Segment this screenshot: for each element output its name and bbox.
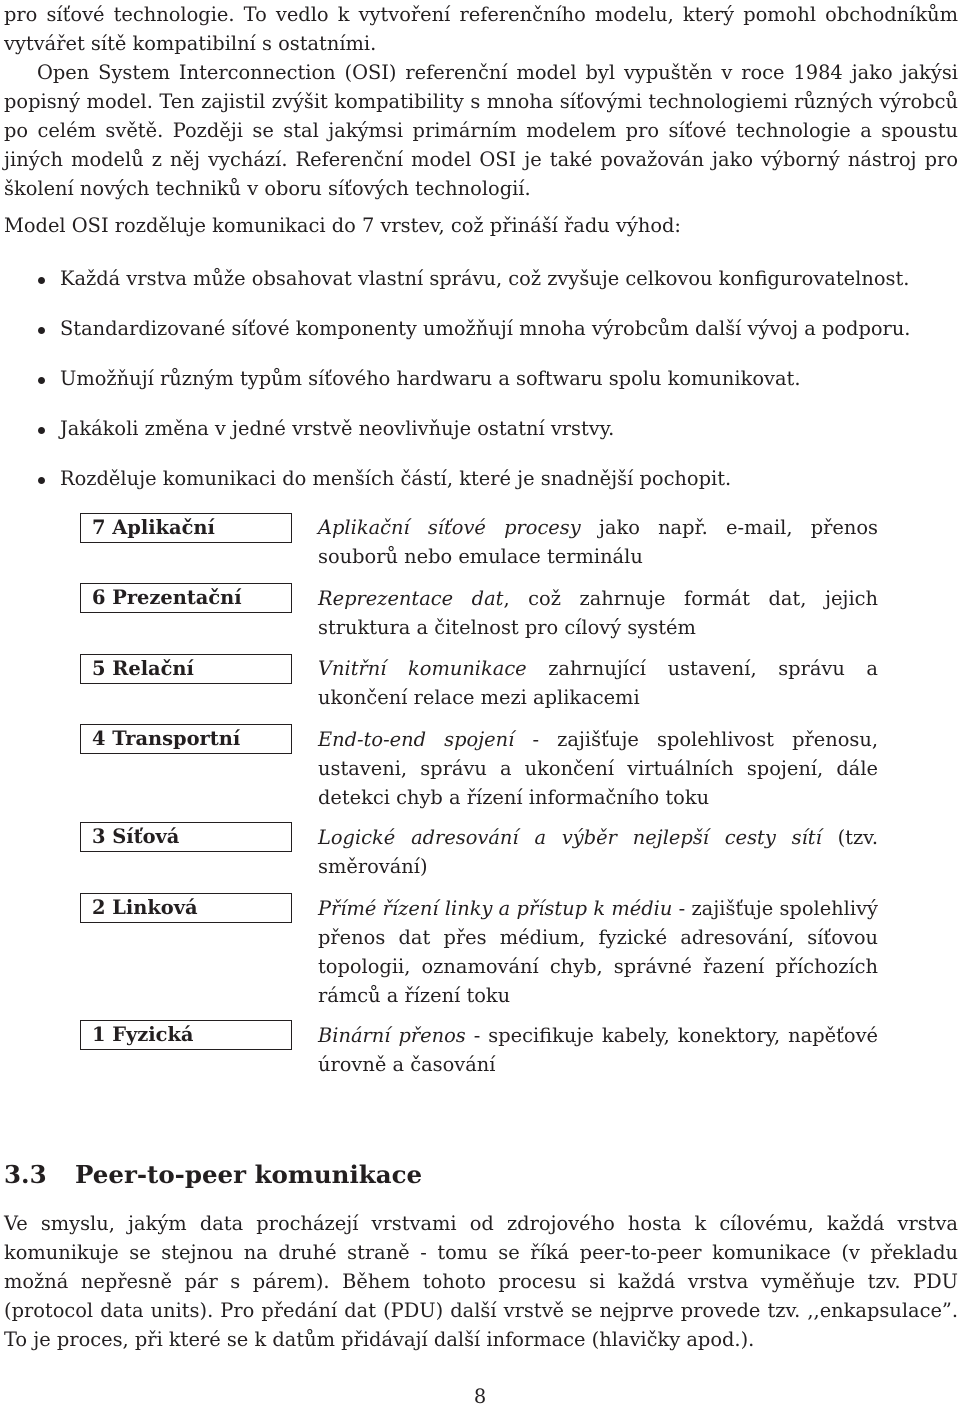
peer-to-peer-paragraph: Ve smyslu, jakým data procházejí vrstvami od zdrojového hosta k cílovému, každá vrstva komunikuje se stejnou na druhé straně - tomu se říká peer-to-peer komunikace (v překladu možná nepřesně pár s párem). Během tohoto procesu si každá vrstva vyměňuje tzv. PDU (protocol data units). Pro předání dat (PDU) další vrstvě se nejprve provede tzv. ,,enkapsulace”. To je proces, při které se k datům přidávají další informace (hlavičky apod.). — [4, 1212, 958, 1351]
layer-5-label: 5 Relační — [80, 654, 292, 684]
page-number: 8 — [473, 1385, 487, 1408]
bullet-icon — [38, 327, 45, 334]
section-number: 3.3 — [4, 1160, 47, 1189]
layer-7-label: 7 Aplikační — [80, 513, 292, 543]
bullet-icon — [38, 377, 45, 384]
layer-2-description: Přímé řízení linky a přístup k médiu - zajišťuje spolehlivý přenos dat přes médium, fyzické adresování, síťovou topologii, oznamování chyb, správné řazení příchozích rámců a řízení toku — [318, 897, 878, 1007]
layer-1-description: Binární přenos - specifikuje kabely, konektory, napěťové úrovně a časování — [318, 1024, 878, 1076]
layer-3-term: Logické adresování a výběr nejlepší cesty sítí — [318, 826, 822, 849]
layer-4-label: 4 Transportní — [80, 724, 292, 754]
advantages-list — [0, 264, 960, 514]
layer-5-description: Vnitřní komunikace zahrnující ustavení, správu a ukončení relace mezi aplikacemi — [318, 657, 878, 709]
layer-3-description: Logické adresování a výběr nejlepší cesty sítí (tzv. směrování) — [318, 826, 878, 878]
bullet-icon — [38, 477, 45, 484]
layer-5-term: Vnitřní komunikace — [318, 657, 527, 680]
section-heading — [4, 1158, 422, 1192]
layers-intro-paragraph: Model OSI rozděluje komunikaci do 7 vrstev, což přináší řadu výhod: — [4, 214, 681, 237]
list-item: Rozděluje komunikaci do menších částí, které je snadnější pochopit. — [0, 464, 960, 493]
layer-3-label: 3 Síťová — [80, 822, 292, 852]
list-item: Umožňují různým typům síťového hardwaru a softwaru spolu komunikovat. — [0, 364, 960, 393]
layer-6-label: 6 Prezentační — [80, 583, 292, 613]
layer-1-term: Binární přenos — [318, 1024, 466, 1047]
layer-1-label: 1 Fyzická — [80, 1020, 292, 1050]
list-item: Každá vrstva může obsahovat vlastní správu, což zvyšuje celkovou konfigurovatelnost. — [0, 264, 960, 293]
layer-6-term: Reprezentace dat — [318, 587, 504, 610]
bullet-icon — [38, 427, 45, 434]
continuation-paragraph: pro síťové technologie. To vedlo k vytvoření referenčního modelu, který pomohl obchodníkům vytvářet sítě kompatibilní s ostatními. — [4, 3, 958, 55]
layer-4-description: End-to-end spojení - zajišťuje spolehlivost přenosu, ustaveni, správu a ukončení virtuálních spojení, dále detekci chyb a řízení informačního toku — [318, 728, 878, 809]
section-title: Peer-to-peer komunikace — [75, 1160, 423, 1189]
layer-7-description: Aplikační síťové procesy jako např. e-mail, přenos souborů nebo emulace terminálu — [318, 516, 879, 568]
bullet-icon — [38, 277, 45, 284]
list-item: Jakákoli změna v jedné vrstvě neovlivňuje ostatní vrstvy. — [0, 414, 960, 443]
layer-2-term: Přímé řízení linky a přístup k médiu — [318, 897, 673, 920]
layer-7-term: Aplikační síťové procesy — [318, 516, 581, 539]
list-item: Standardizované síťové komponenty umožňují mnoha výrobcům další vývoj a podporu. — [0, 314, 960, 343]
osi-intro-paragraph: Open System Interconnection (OSI) referenční model byl vypuštěn v roce 1984 jako jakýsi popisný model. Ten zajistil zvýšit kompatibility s mnoha síťovými technologiemi různých výrobců po celém světě. Později se stal jakýmsi primárním modelem pro síťové technologie a spoustu jiných modelů z něj vychází. Referenční model OSI je také považován jako výborný nástroj pro školení nových techniků v oboru síťových technologií. — [4, 61, 958, 200]
layer-6-description: Reprezentace dat, což zahrnuje formát dat, jejich struktura a čitelnost pro cílový systém — [318, 587, 878, 639]
layer-2-label: 2 Linková — [80, 893, 292, 923]
layer-4-term: End-to-end spojení — [318, 728, 515, 751]
